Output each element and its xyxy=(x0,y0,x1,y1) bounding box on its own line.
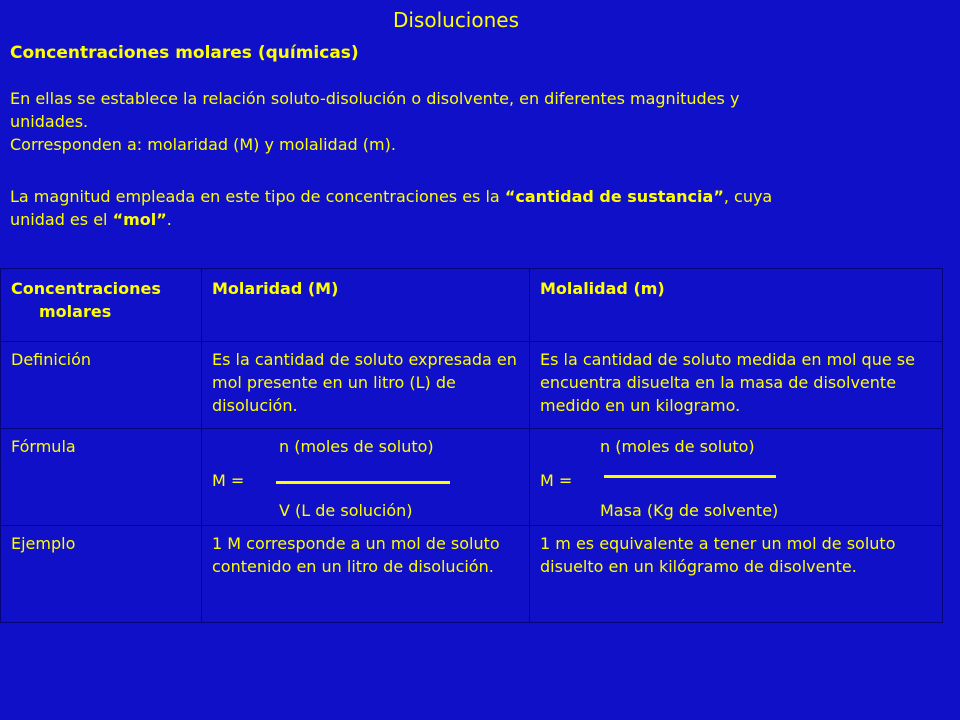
table-row xyxy=(1,429,943,526)
row-label-ejemplo: Ejemplo xyxy=(1,526,202,623)
magnitude-bold-2: “mol” xyxy=(112,210,167,229)
formula-molaridad xyxy=(202,429,530,526)
definicion-molalidad: Es la cantidad de soluto medida en mol que se encuentra disuelta en la masa de disolvente medido en un kilogramo. xyxy=(530,342,943,429)
magnitude-text-2: , cuya xyxy=(723,187,773,206)
table-header-row xyxy=(1,269,943,342)
header-c1-line1: Concentraciones xyxy=(11,279,161,298)
concentration-table xyxy=(0,268,943,623)
table-row xyxy=(1,526,943,623)
formula-molaridad-lhs: M = xyxy=(212,471,245,490)
formula-molaridad-denominator: V (L de solución) xyxy=(279,501,413,520)
formula-molalidad-lhs: M = xyxy=(540,471,573,490)
slide-title: Disoluciones xyxy=(392,8,520,32)
formula-molalidad xyxy=(530,429,943,526)
magnitude-text-3: unidad es el xyxy=(10,210,113,229)
magnitude-text-1: La magnitud empleada en este tipo de concentraciones es la xyxy=(10,187,505,206)
magnitude-bold-1: “cantidad de sustancia” xyxy=(504,187,724,206)
formula-molaridad-numerator: n (moles de soluto) xyxy=(279,437,434,456)
formula-molalidad-numerator: n (moles de soluto) xyxy=(600,437,755,456)
ejemplo-molalidad: 1 m es equivalente a tener un mol de soluto disuelto en un kilógramo de disolvente. xyxy=(530,526,943,623)
magnitude-text-4: . xyxy=(166,210,172,229)
fraction-bar xyxy=(604,475,776,478)
intro-paragraph xyxy=(10,87,910,156)
intro-line-3: Corresponden a: molaridad (M) y molalidad (m). xyxy=(10,135,396,154)
slide-subtitle: Concentraciones molares (químicas) xyxy=(10,43,359,63)
intro-line-2: unidades. xyxy=(10,112,89,131)
intro-line-1: En ellas se establece la relación soluto-disolución o disolvente, en diferentes magnitudes y xyxy=(10,89,740,108)
fraction-bar xyxy=(276,481,450,484)
ejemplo-molaridad: 1 M corresponde a un mol de soluto contenido en un litro de disolución. xyxy=(202,526,530,623)
header-c1-line2: molares xyxy=(39,302,112,321)
formula-molalidad-denominator: Masa (Kg de solvente) xyxy=(600,501,779,520)
header-cell-molaridad: Molaridad (M) xyxy=(202,269,530,342)
table-row xyxy=(1,342,943,429)
header-cell-concentraciones xyxy=(1,269,202,342)
definicion-molaridad: Es la cantidad de soluto expresada en mol presente en un litro (L) de disolución. xyxy=(202,342,530,429)
row-label-definicion: Definición xyxy=(1,342,202,429)
row-label-formula: Fórmula xyxy=(1,429,202,526)
header-cell-molalidad: Molalidad (m) xyxy=(530,269,943,342)
magnitude-paragraph xyxy=(10,185,910,231)
